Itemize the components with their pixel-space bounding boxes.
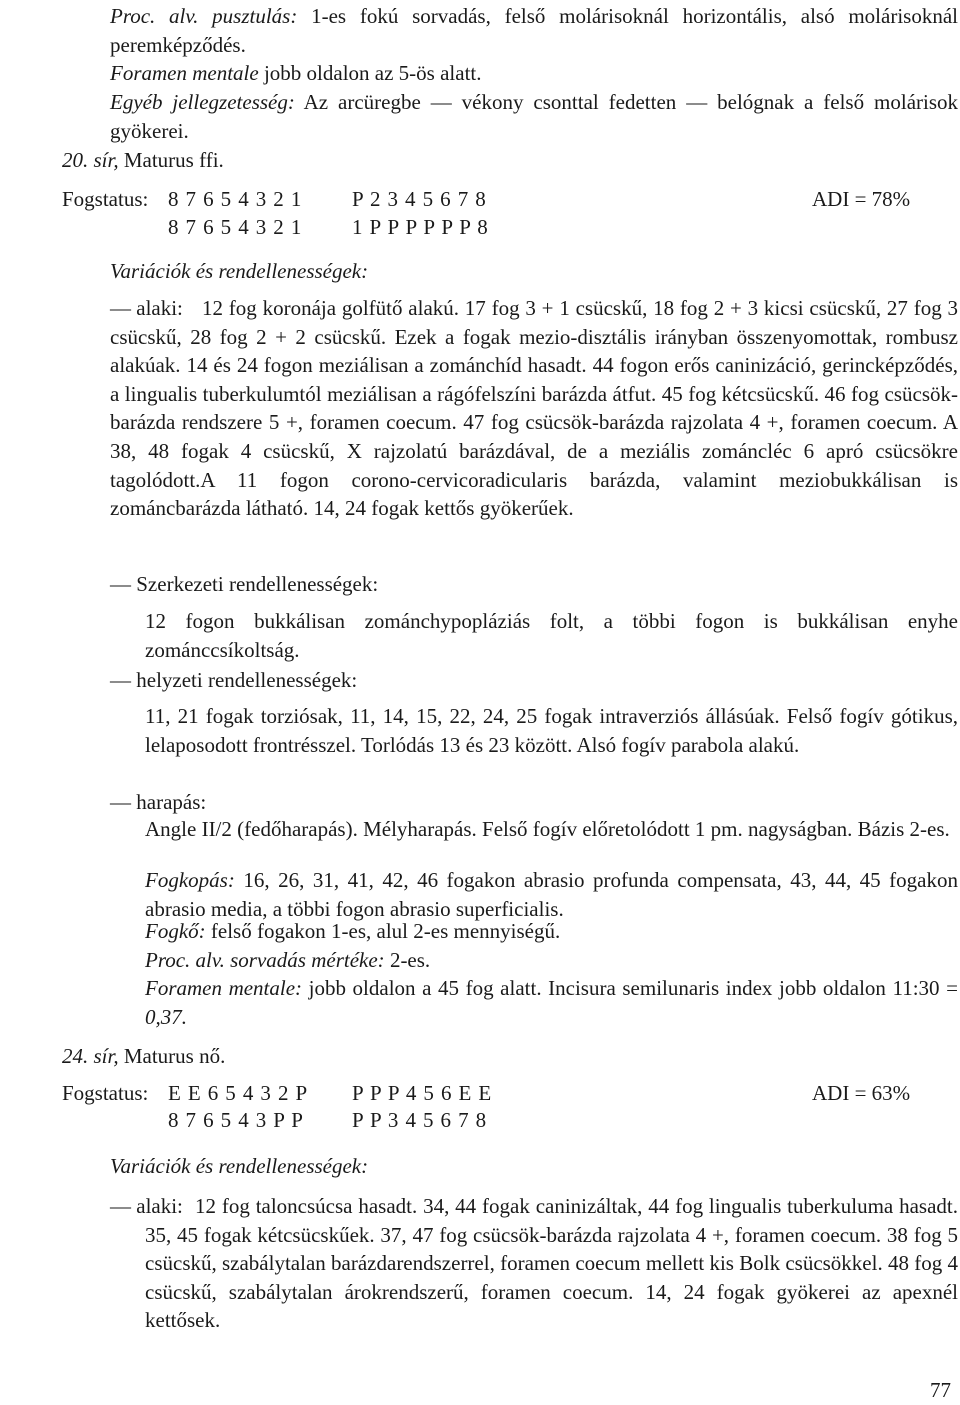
grave-20-adi: ADI = 78% (812, 187, 911, 211)
label-fogko: Fogkő: (145, 919, 206, 943)
grave-24-number: 24. sír, (62, 1044, 119, 1068)
grave-20-fogko (145, 917, 958, 946)
grave-24-alaki-label: — alaki: (110, 1194, 183, 1218)
grave-24-lower-right: 8 7 6 5 4 3 P P (168, 1108, 304, 1132)
grave-20-fogstatus-label: Fogstatus: (62, 187, 149, 211)
grave-20-upper-right: 8 7 6 5 4 3 2 1 (168, 187, 303, 211)
grave-20-alaki-label: — alaki: (110, 296, 183, 320)
grave-20-proc-alv (145, 946, 958, 975)
label-fogkopas: Fogkopás: (145, 868, 235, 892)
grave-24-upper-right: E E 6 5 4 3 2 P (168, 1081, 309, 1105)
paragraph-egyeb (110, 88, 958, 145)
text-egyeb: Az arcüregbe — vékony csonttal fedetten — belógnak a felső molárisok gyökerei. (110, 90, 959, 143)
grave-20-number: 20. sír, (62, 148, 119, 172)
label-foramen-mentale: Foramen mentale: (145, 976, 303, 1000)
label-foramen: Foramen mentale (110, 61, 259, 85)
grave-20-helyzeti-label: — helyzeti rendellenességek: (110, 668, 358, 692)
text-proc-sorvadas: 2-es. (384, 948, 431, 972)
grave-24-upper-left: P P P 4 5 6 E E (352, 1081, 493, 1105)
grave-24-fogstatus-label: Fogstatus: (62, 1081, 149, 1105)
grave-20-harapas-label: — harapás: (110, 790, 207, 814)
grave-20-variaciok: Variációk és rendellenességek: (110, 259, 369, 283)
grave-24-adi: ADI = 63% (812, 1081, 911, 1105)
label-egyeb: Egyéb jellegzetesség: (110, 90, 295, 114)
grave-20-helyzeti-text: 11, 21 fogak torziósak, 11, 14, 15, 22, 24, 25 fogak intraverziós állásúak. Felső fogív gótikus, lelaposodott frontrésszel. Torlódás 13 és 23 között. Alsó fogív parabola alakú. (145, 704, 958, 757)
text-foramen-mentale: jobb oldalon a 45 fog alatt. Incisura semilunaris index jobb oldalon 11:30 = (302, 976, 958, 1000)
value-index: 0,37. (145, 1004, 187, 1029)
grave-24-alaki-text: 12 fog taloncsúcsa hasadt. 34, 44 fogak caninizáltak, 44 fog lingualis tuberkuluma hasadt. 35, 45 fogak kétcsücskűek. 37, 47 fog csücsök-barázda rajzolata 4 +, foramen coecum. 38 fog 5 csücskű, szabálytalan barázdarendszerrel, foramen coecum mellett kis Bolk csücsökkel. 48 fog 4 csücskű, szabálytalan árokrendszerű, foramen coecum. 14, 24 fogak gyökerei az apexnél kettősek. (145, 1194, 958, 1333)
grave-20-alaki-text: 12 fog koronája golfütő alakú. 17 fog 3 + 1 csücskű, 18 fog 2 + 3 kicsi csücskű, 27 fog 3 csücskű, 28 fog 2 + 2 csücskű. Ezek a fogak mezio-disztális irányban összenyomottak, rombusz alakúak. 14 és 24 fogon meziálisan a zománchíd hasadt. 44 fogon erős caninizáció, gerincképződés, a lingualis tuberkulumtól meziálisan a rágófelszíni barázda átfut. 45 fog kétcsücskű. 46 fog csücsök-barázda rendszere 5 +, foramen coecum. 47 fog csücsök-barázda rajzolata 4 +, foramen coecum. A 38, 48 fogak 4 csücskű, X rajzolatú barázdával, de a meziális zománcléc 6 apró csücsökre tagolódott.A 11 fogon corono-cervicoradicularis barázda, valamint meziobukkálisan is zománcbarázda látható. 14, 24 fogak kettős gyökerűek. (110, 296, 958, 521)
paragraph-proc-alv (110, 2, 958, 59)
grave-20-upper-left: P 2 3 4 5 6 7 8 (352, 187, 487, 211)
grave-20-lower-right: 8 7 6 5 4 3 2 1 (168, 215, 303, 239)
grave-20-harapas-text: Angle II/2 (fedőharapás). Mélyharapás. Felső fogív előretolódott 1 pm. nagyságban. Bázis 2-es. (145, 817, 950, 841)
label-proc-sorvadas: Proc. alv. sorvadás mértéke: (145, 948, 385, 972)
grave-24-desc: Maturus nő. (118, 1044, 226, 1068)
grave-20-foramen (145, 974, 958, 1031)
text-fogkopas: 16, 26, 31, 41, 42, 46 fogakon abrasio profunda compensata, 43, 44, 45 fogakon abrasio media, a többi fogon abrasio superficialis. (145, 868, 958, 921)
grave-20-szerkezeti-label: — Szerkezeti rendellenességek: (110, 572, 379, 596)
grave-20-szerkezeti-text: 12 fogon bukkálisan zománchypopláziás folt, a többi fogon is bukkálisan enyhe zománccsíkoltság. (145, 609, 958, 662)
grave-20-heading (62, 146, 224, 175)
grave-24-heading (62, 1042, 225, 1071)
grave-20-fogkopas (145, 866, 958, 923)
text-fogko: felső fogakon 1-es, alul 2-es mennyiségű. (205, 919, 561, 943)
grave-24-variaciok: Variációk és rendellenességek: (110, 1154, 369, 1178)
grave-24-lower-left: P P 3 4 5 6 7 8 (352, 1108, 488, 1132)
label-proc-alv: Proc. alv. pusztulás: (110, 4, 298, 28)
text-proc-alv: 1-es fokú sorvadás, felső molárisoknál horizontális, alsó molárisoknál peremképződés. (110, 4, 958, 57)
grave-20-lower-left: 1 P P P P P P 8 (352, 215, 489, 239)
paragraph-foramen (110, 59, 958, 88)
grave-20-desc: Maturus ffi. (118, 148, 224, 172)
page-number: 77 (930, 1378, 951, 1402)
text-foramen: jobb oldalon az 5-ös alatt. (258, 61, 482, 85)
